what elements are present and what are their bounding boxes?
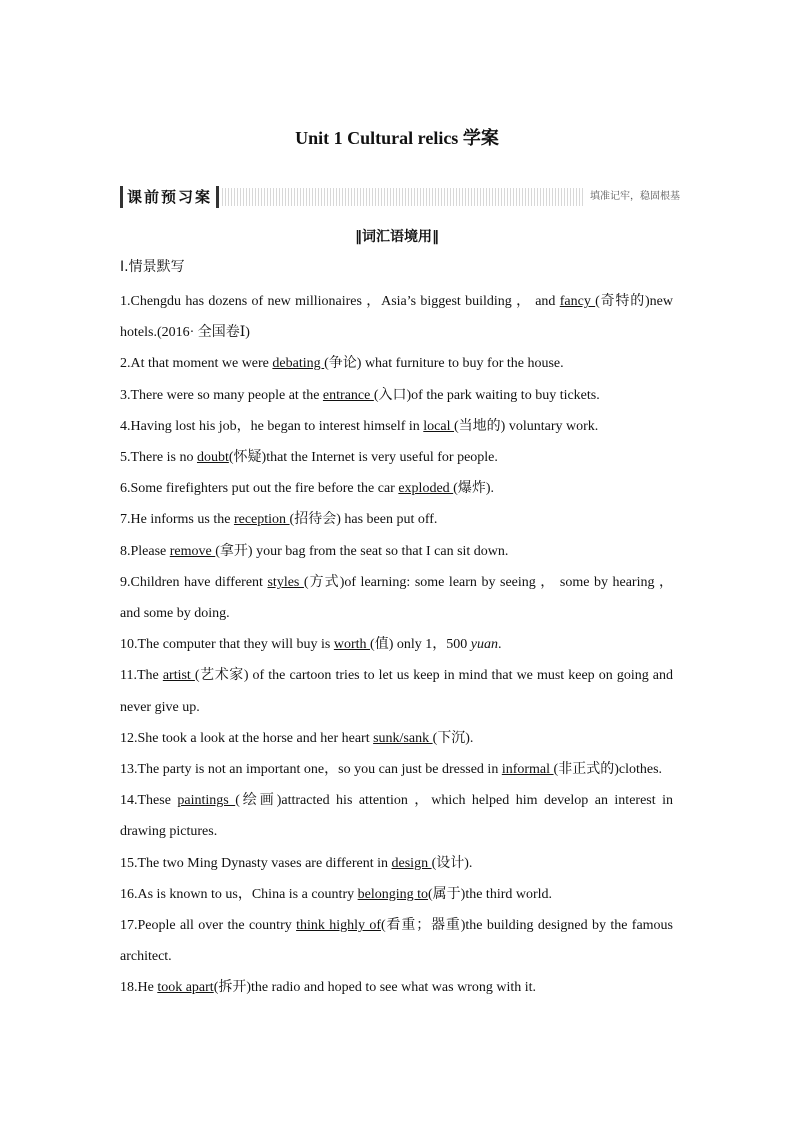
item-text: 5.There is no (120, 450, 197, 466)
answer-blank: sunk/sank (373, 730, 433, 746)
exercise-item (120, 286, 673, 348)
item-text: 9.Children have different (120, 574, 268, 590)
item-text: 12.She took a look at the horse and her heart (120, 730, 374, 746)
item-text: 10.The computer that they will buy is (120, 637, 334, 653)
section-banner (120, 186, 680, 208)
banner-right-label: 填准记牢，稳固根基 (584, 186, 680, 208)
exercise-item (120, 848, 673, 879)
item-text: (入口)of the park waiting to buy tickets. (373, 387, 600, 403)
item-text: 1.Chengdu has dozens of new millionaires ，Asia’s biggest building ， and (120, 294, 560, 309)
answer-blank: think highly of (296, 918, 381, 934)
exercise-item (120, 785, 673, 847)
item-text: 17.People all over the country (120, 918, 297, 934)
item-text: (怀疑)that the Internet is very useful for people. (228, 450, 498, 466)
exercise-item (120, 504, 673, 535)
item-text: 2.At that moment we were (120, 356, 273, 372)
item-text: (拆开)the radio and hoped to see what was wrong with it. (213, 980, 537, 996)
answer-blank: remove (169, 543, 216, 559)
answer-blank: doubt (196, 450, 229, 466)
item-text: (非正式的)clothes. (553, 762, 663, 778)
exercise-item (120, 380, 673, 411)
exercise-list (120, 286, 673, 1004)
item-text: 3.There were so many people at the (120, 387, 323, 403)
item-text: 11.The (120, 668, 163, 684)
answer-blank: local (423, 418, 455, 434)
item-text: (下沉). (432, 730, 474, 746)
item-text: (招待会) has been put off. (289, 512, 438, 528)
answer-blank: took apart (157, 980, 214, 996)
exercise-item (120, 629, 673, 660)
item-text: (方式)of learning: some learn by seeing ， some by hearing ， and some by doing. (120, 574, 674, 622)
exercise-item (120, 723, 673, 754)
answer-blank: design (391, 855, 432, 871)
answer-blank: exploded (398, 481, 454, 497)
answer-blank: entrance (322, 387, 374, 403)
item-text: (当地的) voluntary work. (454, 418, 599, 434)
exercise-item (120, 972, 673, 1003)
item-text: 14.These (120, 793, 178, 809)
exercise-item (120, 567, 673, 629)
exercise-item (120, 879, 673, 910)
item-text: (值) only 1，500 (370, 637, 471, 653)
item-text: 4.Having lost his job，he began to interest himself in (120, 418, 424, 434)
answer-blank: reception (233, 512, 290, 528)
exercise-item (120, 910, 673, 972)
answer-blank: debating (272, 356, 325, 372)
exercise-item (120, 348, 673, 379)
exercise-item (120, 442, 673, 473)
exercise-item (120, 411, 673, 442)
item-text: (绘画)attracted his attention ，which helped him develop an interest in drawing pictures. (120, 793, 673, 840)
item-text: (拿开) your bag from the seat so that I can sit down. (215, 543, 509, 559)
subsection-heading: Ⅰ.情景默写 (120, 259, 185, 275)
item-text: 15.The two Ming Dynasty vases are different in (120, 855, 392, 871)
item-text: (奇特的)new hotels.(2016· 全国卷Ⅰ) (120, 294, 674, 341)
exercise-item (120, 660, 673, 722)
answer-blank: informal (501, 762, 554, 778)
exercise-item (120, 536, 673, 567)
item-text: (爆炸). (453, 481, 494, 497)
item-text: (设计). (431, 855, 473, 871)
answer-blank: fancy (559, 294, 596, 309)
page-title: Unit 1 Cultural relics 学案 (295, 128, 499, 148)
item-text: (争论) what furniture to buy for the house. (324, 356, 564, 372)
item-text: 6.Some firefighters put out the fire before the car (120, 481, 399, 497)
item-text: 7.He informs us the (120, 512, 234, 528)
item-text: (属于)the third world. (428, 886, 553, 902)
exercise-item (120, 473, 673, 504)
item-text: (看重；器重)the building designed by the famous architect. (120, 918, 673, 965)
item-text: 18.He (120, 980, 158, 996)
exercise-item (120, 754, 673, 785)
answer-blank: paintings (177, 793, 236, 809)
item-text: 8.Please (120, 543, 170, 559)
section-title: ‖词汇语境用‖ (355, 229, 439, 245)
item-text: 16.As is known to us，China is a country (120, 886, 358, 902)
item-text: 13.The party is not an important one，so you can just be dressed in (120, 762, 502, 778)
italic-text: yuan (470, 637, 498, 653)
item-text: (艺术家) of the cartoon tries to let us keep in mind that we must keep on going and never give up. (120, 668, 673, 715)
answer-blank: worth (333, 637, 371, 653)
answer-blank: belonging to (357, 886, 428, 902)
item-text: . (497, 637, 502, 653)
answer-blank: artist (162, 668, 195, 684)
banner-left-label: 课前预习案 (120, 186, 219, 208)
answer-blank: styles (267, 574, 304, 590)
